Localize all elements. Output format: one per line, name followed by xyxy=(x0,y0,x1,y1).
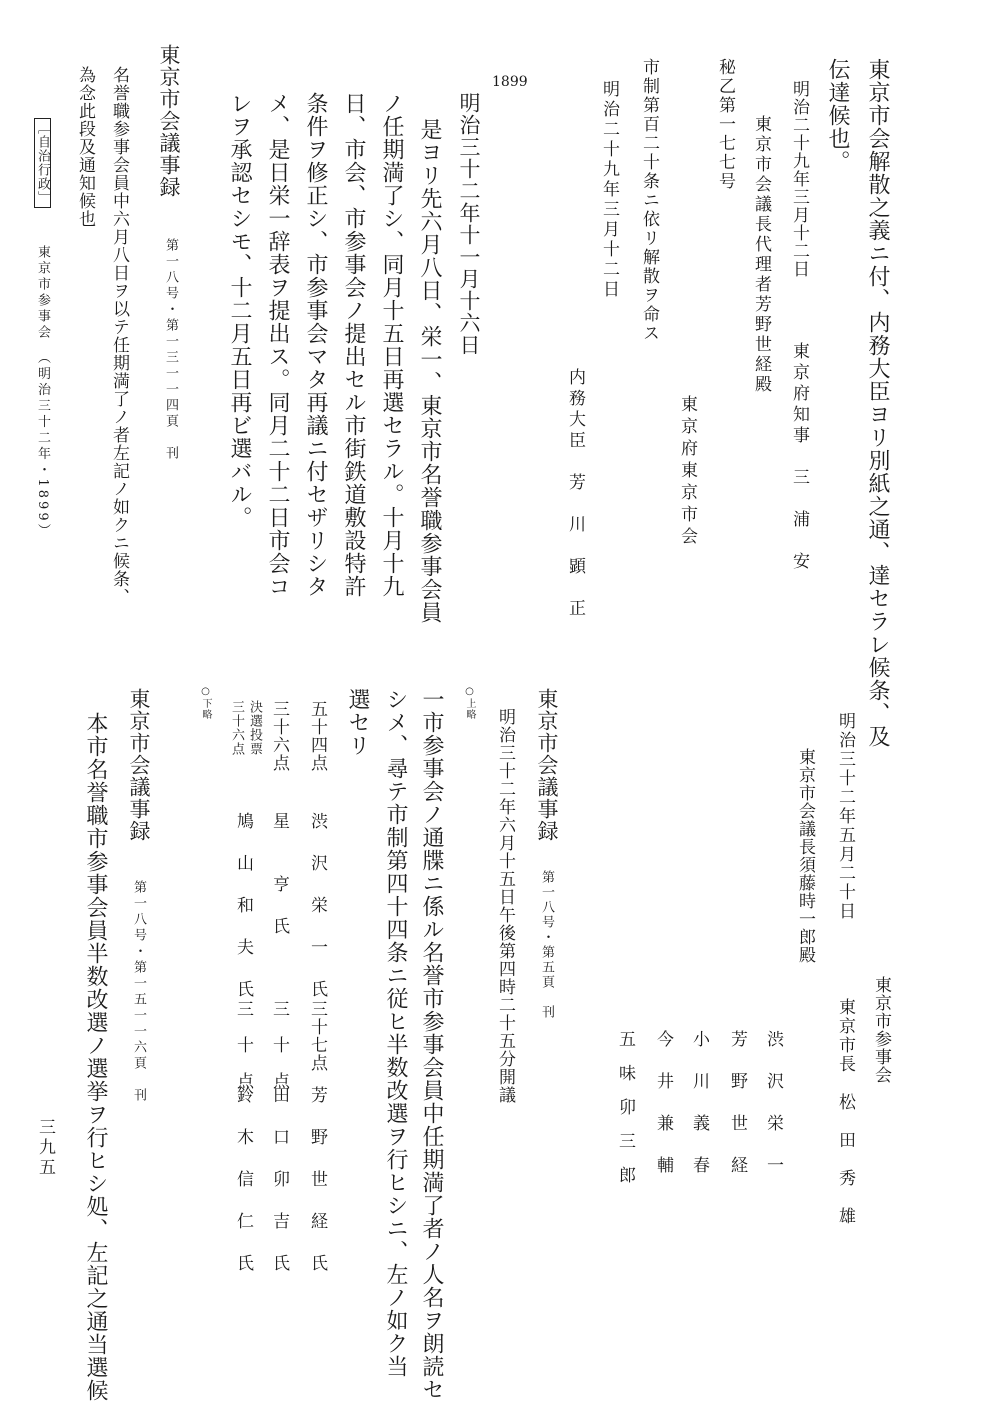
text-line: メ、是日栄一辞表ヲ提出ス。同月二十二日市会コ xyxy=(265,92,290,598)
text-line: 東京市会議長須藤時一郎殿 xyxy=(795,748,815,964)
text-line: 東京府東京市会 xyxy=(677,395,697,549)
text-line: 明治三十二年六月十五日午後第四時二十五分開議 xyxy=(495,708,515,1104)
text-line: 明治二十九年三月十二日 xyxy=(599,80,619,300)
member-name: 今 井 兼 輔 xyxy=(653,1030,673,1177)
text-line: 名誉職参事会員中六月八日ヲ以テ任期満了ノ者左記ノ如クニ候条、 xyxy=(109,66,129,606)
text-line: 東京市参事会 xyxy=(871,976,891,1084)
text-line: 明治三十二年五月二十日 xyxy=(835,712,855,921)
text-line: 日、市会、市参事会ノ提出セル市街鉄道敷設特許 xyxy=(341,92,366,598)
source-title: 東京市会議事録 xyxy=(127,688,151,842)
text-line: 一市参事会ノ通牒ニ係ル名誉市参事会員中任期満了者ノ人名ヲ朗読セ xyxy=(419,688,444,1401)
text-line: 条件ヲ修正シ、市参事会マタ再議ニ付セザリシタ xyxy=(303,92,328,598)
member-name: 渋 沢 栄 一 xyxy=(763,1030,783,1177)
text-line: 明治二十九年三月十二日 xyxy=(789,80,809,278)
text-line: 内務大臣 芳 川 顕 正 xyxy=(565,368,585,620)
omission-mark: ○上略 xyxy=(464,686,475,720)
text-line: 東京市会解散之義ニ付、内務大臣ヨリ別紙之通、達セラレ候条、及 xyxy=(865,58,890,748)
vote-count: 三 十 点 xyxy=(269,1000,289,1090)
text-line: 本市名誉職市参事会員半数改選ノ選挙ヲ行ヒシ処、左記之通当選候 xyxy=(83,712,108,1402)
text-line: ノ任期満了シ、同月十五日再選セラル。十月十九 xyxy=(379,92,404,598)
text-line: 東京市長 松 田 秀 雄 xyxy=(835,998,855,1226)
vote-count: 三 十 点 xyxy=(233,1000,253,1090)
text-line: 秘乙第一七七号 xyxy=(715,58,735,191)
text-line: シメ、尋テ市制第四十四条ニ従ヒ半数改選ヲ行ヒシニ、左ノ如ク当 xyxy=(383,688,408,1378)
year-label: 1899 xyxy=(492,74,528,90)
member-name: 芳 野 世 経 xyxy=(727,1030,747,1177)
text-line: 選セリ xyxy=(345,688,370,757)
text-line: 東京府知事 三 浦 安 xyxy=(789,342,809,573)
member-name: 五 味 卯 三 郎 xyxy=(615,1030,635,1183)
source-ref: 第一八号・第一三一一四頁 刊 xyxy=(163,238,178,462)
vote-count: 決選投票 xyxy=(247,700,262,756)
vote-count: 三十六点 xyxy=(269,700,289,772)
vote-count: 三十六点 xyxy=(229,700,244,756)
text-line: レヲ承認セシモ、十二月五日再ビ選バル。 xyxy=(227,92,252,529)
entry-date: 明治三十二年十一月十六日 xyxy=(457,92,481,356)
text-line: 是ヨリ先六月八日、栄一、東京市名誉職参事会員 xyxy=(417,118,442,624)
source-title: 東京市会議事録 xyxy=(157,44,181,198)
member-name: 小 川 義 春 xyxy=(689,1030,709,1177)
candidate-name: 鈴 木 信 仁 氏 xyxy=(233,1086,253,1275)
candidate-name: 星 亨 氏 xyxy=(269,812,289,938)
text-line: 市制第百二十条ニ依リ解散ヲ命ス xyxy=(639,58,659,343)
source-title: 東京市会議事録 xyxy=(535,688,559,842)
vote-count: 三十七点 xyxy=(307,1000,327,1072)
candidate-name: 田 口 卯 吉 氏 xyxy=(269,1086,289,1275)
text-line: 為念此段及通知候也 xyxy=(75,66,95,228)
candidate-name: 芳 野 世 経 氏 xyxy=(307,1086,327,1275)
text-line: 東京市会議長代理者芳野世経殿 xyxy=(751,115,771,395)
candidate-name: 鳩 山 和 夫 氏 xyxy=(233,812,253,1001)
category-tag: ［自治行政］ xyxy=(34,118,51,208)
candidate-name: 渋 沢 栄 一 氏 xyxy=(307,812,327,1001)
text-line: 伝達候也。 xyxy=(825,58,850,173)
source-ref: 第一八号・第一五一一六頁 刊 xyxy=(131,880,146,1104)
omission-mark: ○下略 xyxy=(200,686,211,720)
page-number: 三九五 xyxy=(35,1118,55,1178)
source-ref: 第一八号・第五頁 刊 xyxy=(539,870,554,1020)
vote-count: 五十四点 xyxy=(307,700,327,772)
sender: 東京市参事会 （明治三十二年・1899） xyxy=(35,245,50,540)
